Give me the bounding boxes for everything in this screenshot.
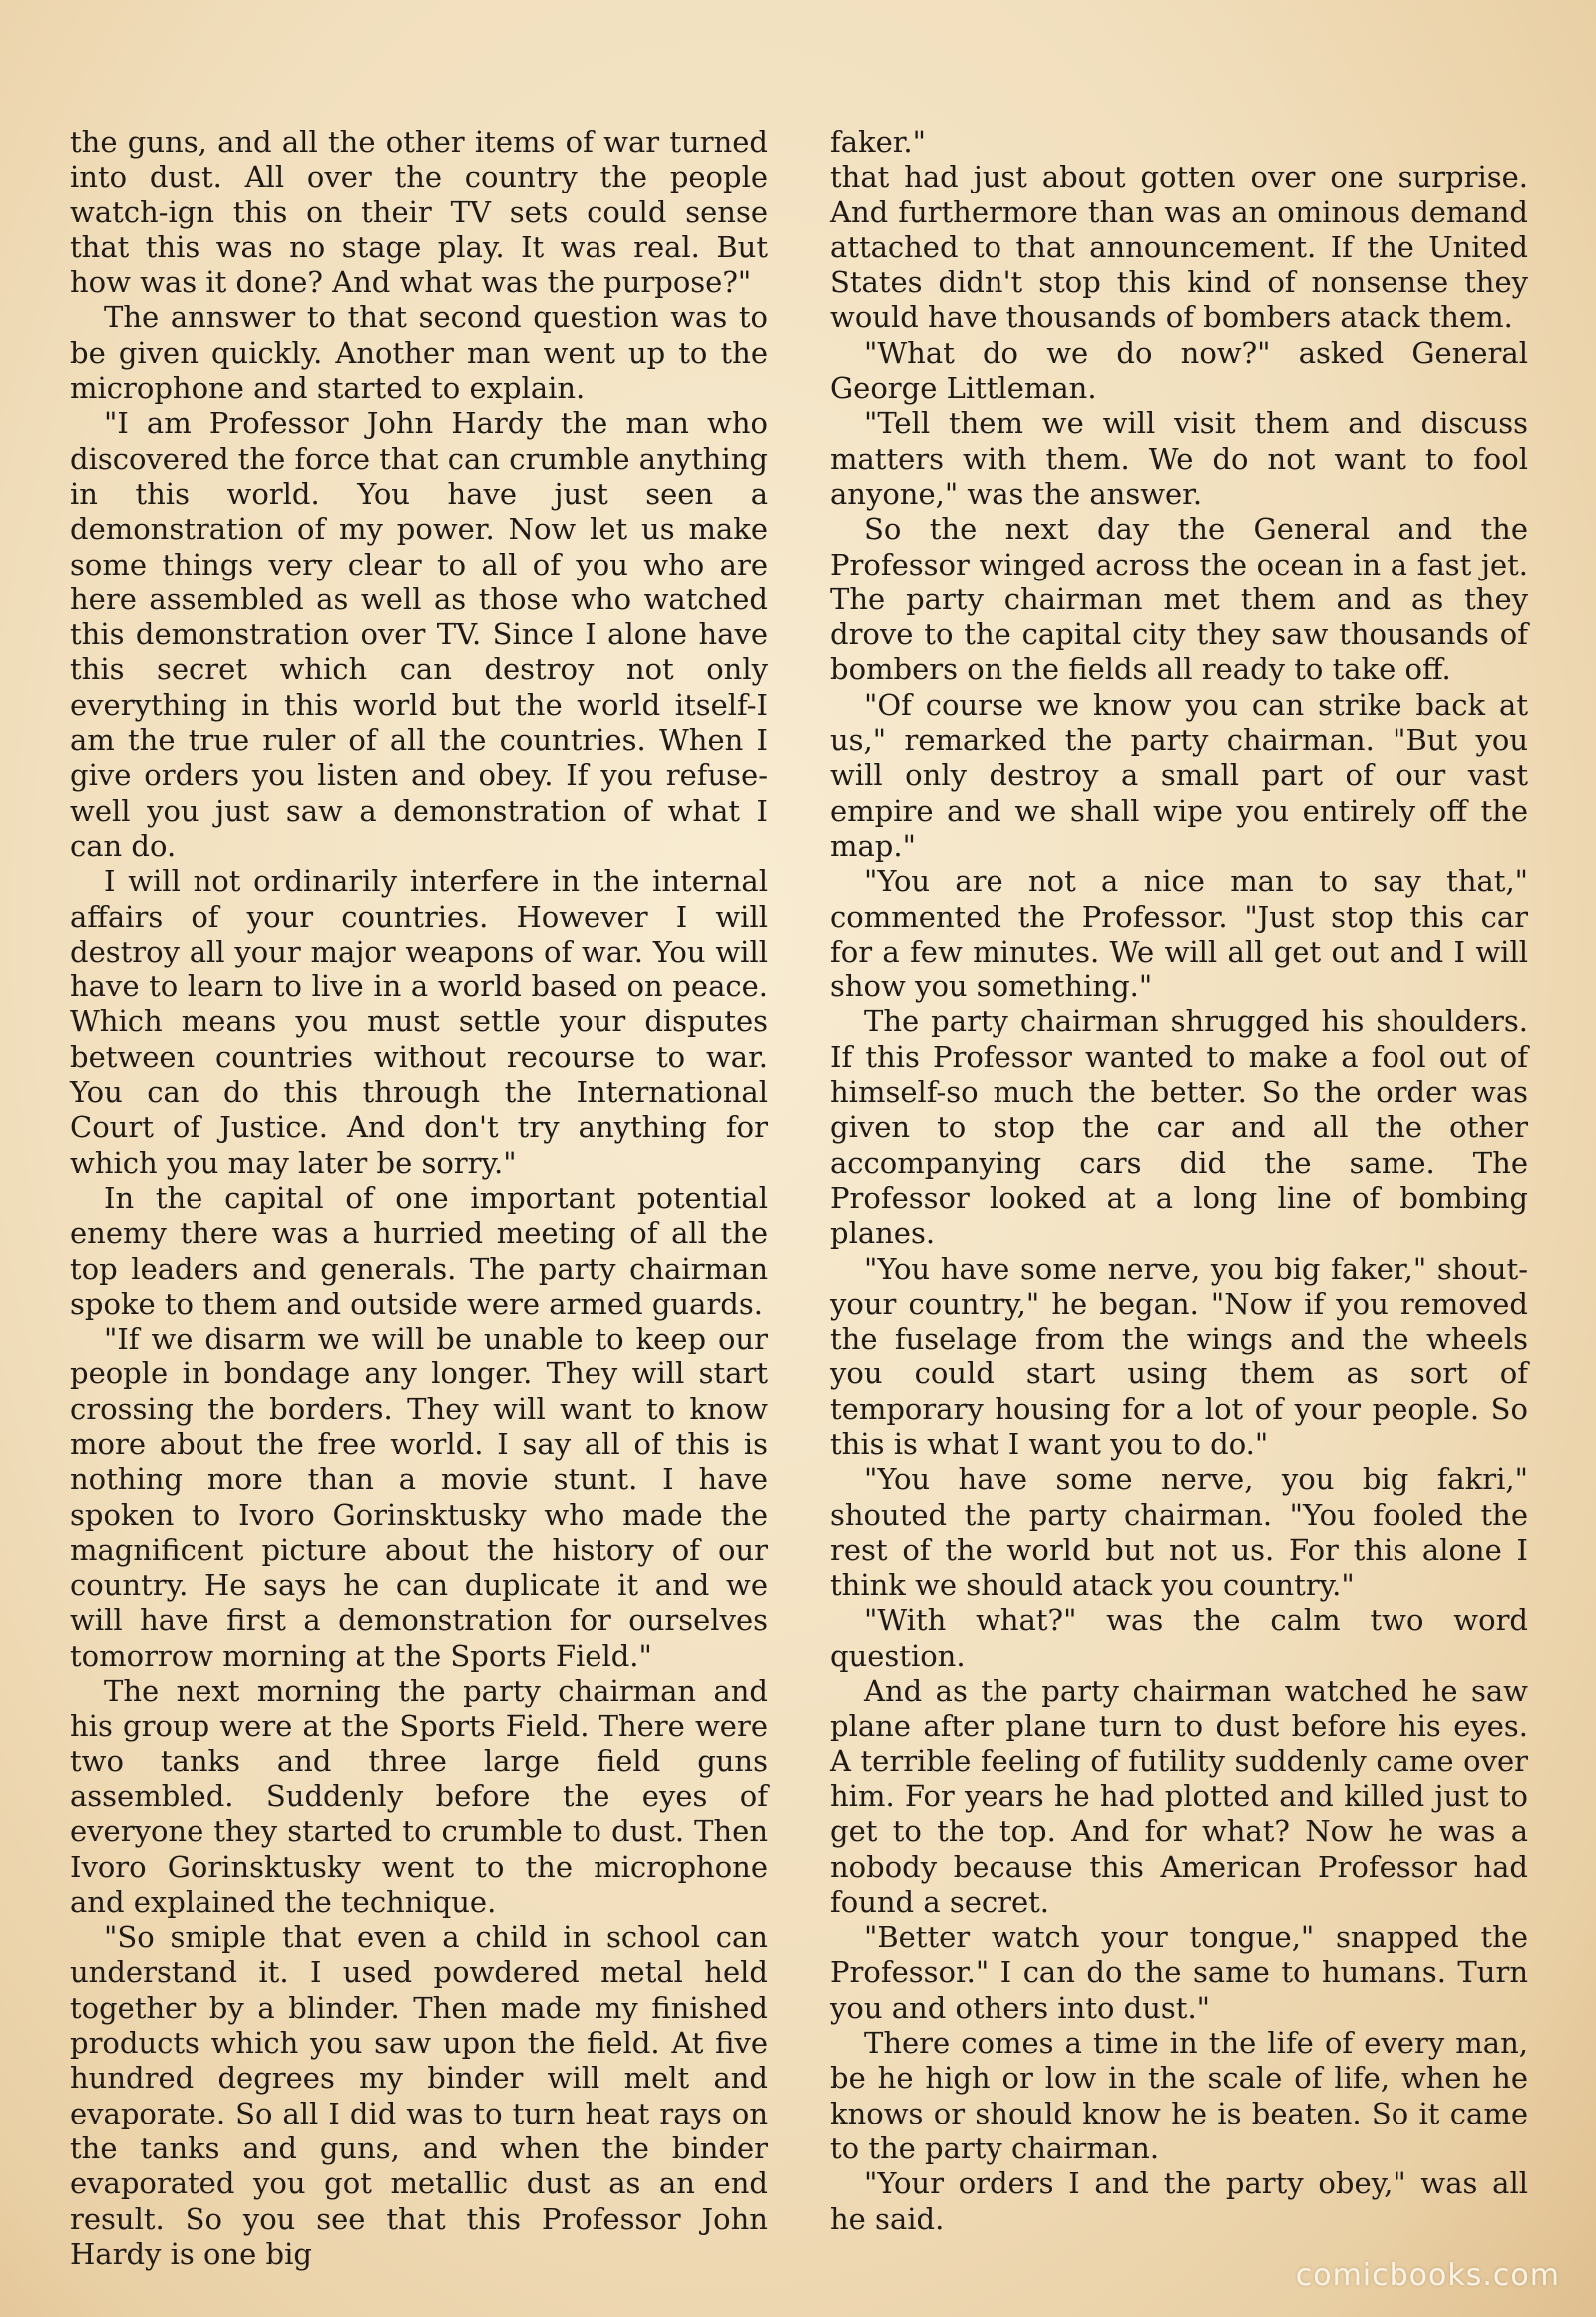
paragraph: the guns, and all the other items of war turned into dust. All over the country the people watch-ign this on their TV sets could sense that this was no stage play. It was real. But how was it done? And what was the purpose?" — [70, 125, 768, 300]
paragraph: "You have some nerve, you big faker," shout-your country," he began. "Now if you removed the fuselage from the wings and the wheels you could start using them as sort of temporary housing for a lot of your people. So this is what I want you to do." — [830, 1251, 1528, 1461]
left-text-column — [70, 125, 768, 2271]
paragraph: "I am Professor John Hardy the man who discovered the force that can crumble anything in this world. You have just seen a demonstration of my power. Now let us make some things very clear to all of you who are here assembled as well as those who watched this demonstration over TV. Since I alone have this secret which can destroy not only everything in this world but the world itself-I am the true ruler of all the countries. When I give orders you listen and obey. If you refuse-well you just saw a demonstration of what I can do. — [70, 406, 768, 863]
paragraph: "You are not a nice man to say that," commented the Professor. "Just stop this car for a few minutes. We will all get out and I will show you something." — [830, 864, 1528, 1004]
paragraph: I will not ordinarily interfere in the internal affairs of your countries. However I will destroy all your major weapons of war. You will have to learn to live in a world based on peace. Which means you must settle your disputes between countries without recourse to war. You can do this through the International Court of Justice. And don't try anything for which you may later be sorry." — [70, 864, 768, 1180]
paragraph: The party chairman shrugged his shoulders. If this Professor wanted to make a fool out of himself-so much the better. So the order was given to stop the car and all the other accompanying cars did the same. The Professor looked at a long line of bombing planes. — [830, 1004, 1528, 1251]
paragraph: "So smiple that even a child in school can understand it. I used powdered metal held together by a blinder. Then made my finished products which you saw upon the field. At five hundred degrees my binder will melt and evaporate. So all I did was to turn heat rays on the tanks and guns, and when the binder evaporated you got metallic dust as an end result. So you see that this Professor John Hardy is one big — [70, 1920, 768, 2271]
paragraph: And as the party chairman watched he saw plane after plane turn to dust before his eyes. A terrible feeling of futility suddenly came over him. For years he had plotted and killed just to get to the top. And for what? Now he was a nobody because this American Professor had found a secret. — [830, 1674, 1528, 1919]
paragraph: There comes a time in the life of every man, be he high or low in the scale of life, when he knows or should know he is beaten. So it came to the party chairman. — [830, 2026, 1528, 2165]
paragraph: "Your orders I and the party obey," was all he said. — [830, 2166, 1528, 2236]
paragraph: "With what?" was the calm two word question. — [830, 1603, 1528, 1673]
paragraph: The next morning the party chairman and his group were at the Sports Field. There were two tanks and three large field guns assembled. Suddenly before the eyes of everyone they started to crumble to dust. Then Ivoro Gorinsktusky went to the microphone and explained the technique. — [70, 1674, 768, 1919]
paragraph: So the next day the General and the Professor winged across the ocean in a fast jet. The party chairman met them and as they drove to the capital city they saw thousands of bombers on the fields all ready to take off. — [830, 512, 1528, 687]
watermark-text: comicbooks.com — [1295, 2258, 1560, 2293]
right-text-column — [830, 125, 1528, 2236]
paragraph: "If we disarm we will be unable to keep our people in bondage any longer. They will start crossing the borders. They will want to know more about the free world. I say all of this is nothing more than a movie stunt. I have spoken to Ivoro Gorinsktusky who made the magnificent picture about the history of our country. He says he can duplicate it and we will have first a demonstration for ourselves tomorrow morning at the Sports Field." — [70, 1322, 768, 1673]
paragraph: "Tell them we will visit them and discuss matters with them. We do not want to fool anyone," was the answer. — [830, 406, 1528, 511]
paragraph: faker." — [830, 125, 926, 159]
paragraph: The annswer to that second question was to be given quickly. Another man went up to the microphone and started to explain. — [70, 300, 768, 406]
paragraph: that had just about gotten over one surprise. And furthermore than was an ominous demand attached to that announcement. If the United States didn't stop this kind of nonsense they would have thousands of bombers atack them. — [830, 160, 1528, 335]
paragraph: "What do we do now?" asked General George Littleman. — [830, 335, 1528, 406]
paragraph: "Of course we know you can strike back at us," remarked the party chairman. "But you will only destroy a small part of our vast empire and we shall wipe you entirely off the map." — [830, 687, 1528, 863]
paragraph: "Better watch your tongue," snapped the Professor." I can do the same to humans. Turn you and others into dust." — [830, 1920, 1528, 2025]
paragraph: In the capital of one important potential enemy there was a hurried meeting of all the top leaders and generals. The party chairman spoke to them and outside were armed guards. — [70, 1180, 768, 1321]
paragraph: "You have some nerve, you big fakri," shouted the party chairman. "You fooled the rest of the world but not us. For this alone I think we should atack you country." — [830, 1462, 1528, 1603]
